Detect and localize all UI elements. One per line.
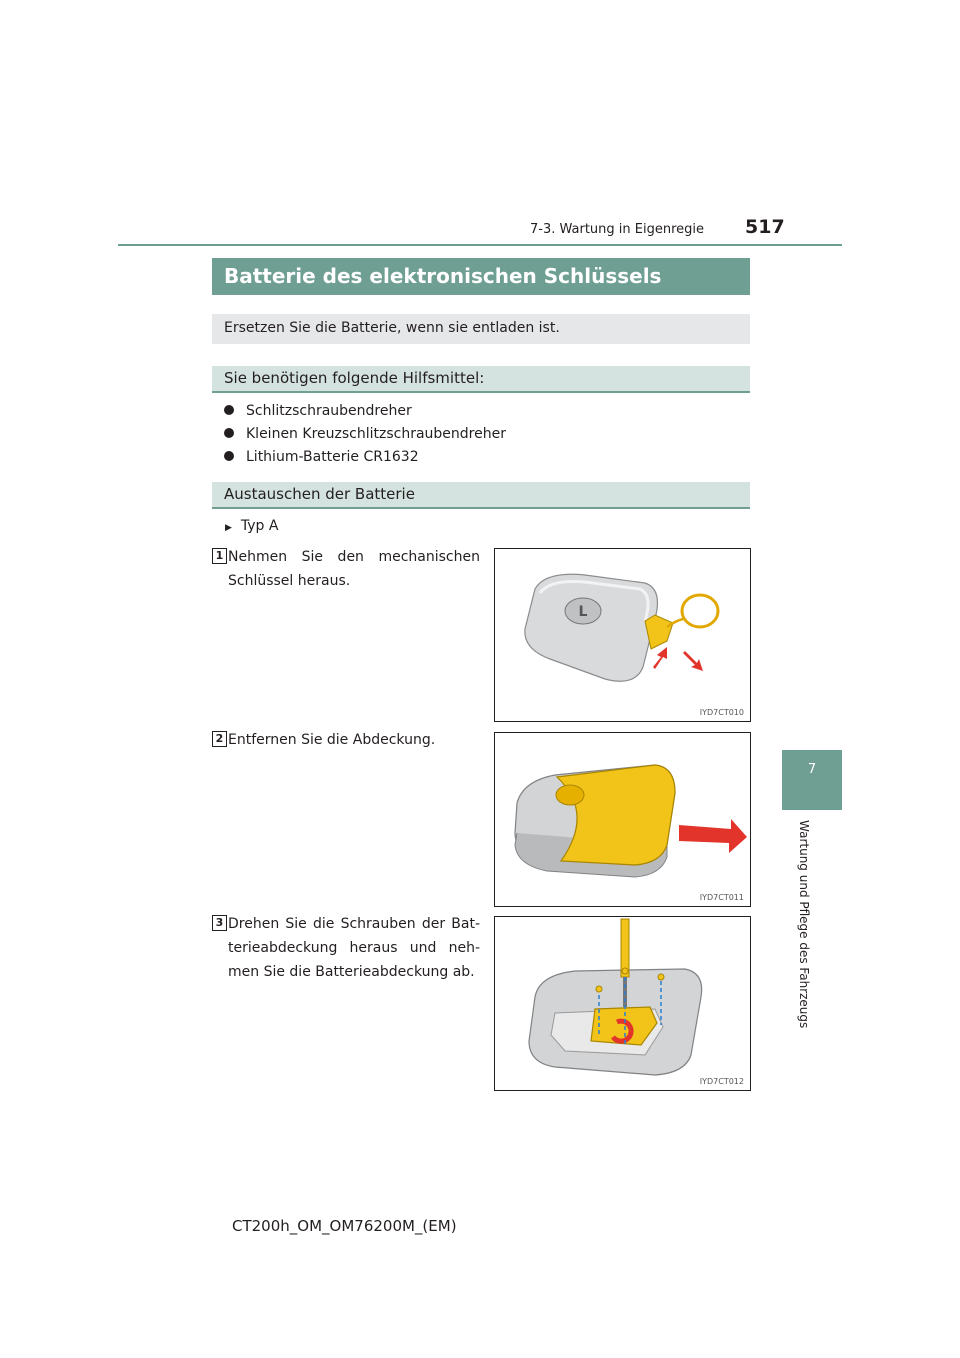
- step-number: 1: [212, 548, 227, 564]
- list-item: Lithium-Batterie CR1632: [224, 449, 419, 465]
- document-id: CT200h_OM_OM76200M_(EM): [232, 1217, 457, 1235]
- step-number: 2: [212, 731, 227, 747]
- header-rule: [118, 244, 842, 246]
- page-number: 517: [745, 216, 785, 238]
- step-1-illustration: [494, 548, 751, 722]
- chapter-number: 7: [807, 762, 817, 777]
- list-item: Kleinen Kreuzschlitzschraubendreher: [224, 426, 506, 442]
- chapter-label-wrap: [795, 820, 811, 1029]
- intro-text: Ersetzen Sie die Batterie, wenn sie entladen ist.: [224, 320, 560, 336]
- image-code: IYD7CT011: [699, 893, 744, 902]
- image-code: IYD7CT012: [699, 1077, 744, 1086]
- step-3-illustration: [494, 916, 751, 1091]
- replace-heading: Austauschen der Batterie: [224, 485, 415, 503]
- step-text: Nehmen Sie den mechanischen Schlüssel heraus.: [228, 549, 480, 589]
- step-number: 3: [212, 915, 227, 931]
- step-text: Drehen Sie die Schrauben der Bat-terieabdeckung heraus und neh-men Sie die Batterieabdeckung ab.: [228, 916, 480, 980]
- bullet-icon: [224, 405, 234, 415]
- step-2-illustration: [494, 732, 751, 907]
- chapter-label: Wartung und Pflege des Fahrzeugs: [797, 820, 811, 1029]
- svg-text:L: L: [578, 604, 588, 620]
- image-code: IYD7CT010: [699, 708, 744, 717]
- cover-remove-illustration: [495, 733, 750, 906]
- chapter-tab: [782, 750, 842, 810]
- key-remove-illustration: [495, 549, 750, 721]
- step-text: Entfernen Sie die Abdeckung.: [228, 732, 436, 748]
- type-label: ▶ Typ A: [225, 518, 279, 534]
- bullet-icon: [224, 451, 234, 461]
- list-item: Schlitzschraubendreher: [224, 403, 412, 419]
- tools-heading: Sie benötigen folgende Hilfsmittel:: [224, 369, 485, 387]
- page-title: Batterie des elektronischen Schlüssels: [224, 264, 662, 288]
- screws-remove-illustration: [495, 917, 750, 1090]
- bullet-icon: [224, 428, 234, 438]
- triangle-right-icon: ▶: [225, 523, 232, 533]
- section-title: 7-3. Wartung in Eigenregie: [530, 222, 705, 237]
